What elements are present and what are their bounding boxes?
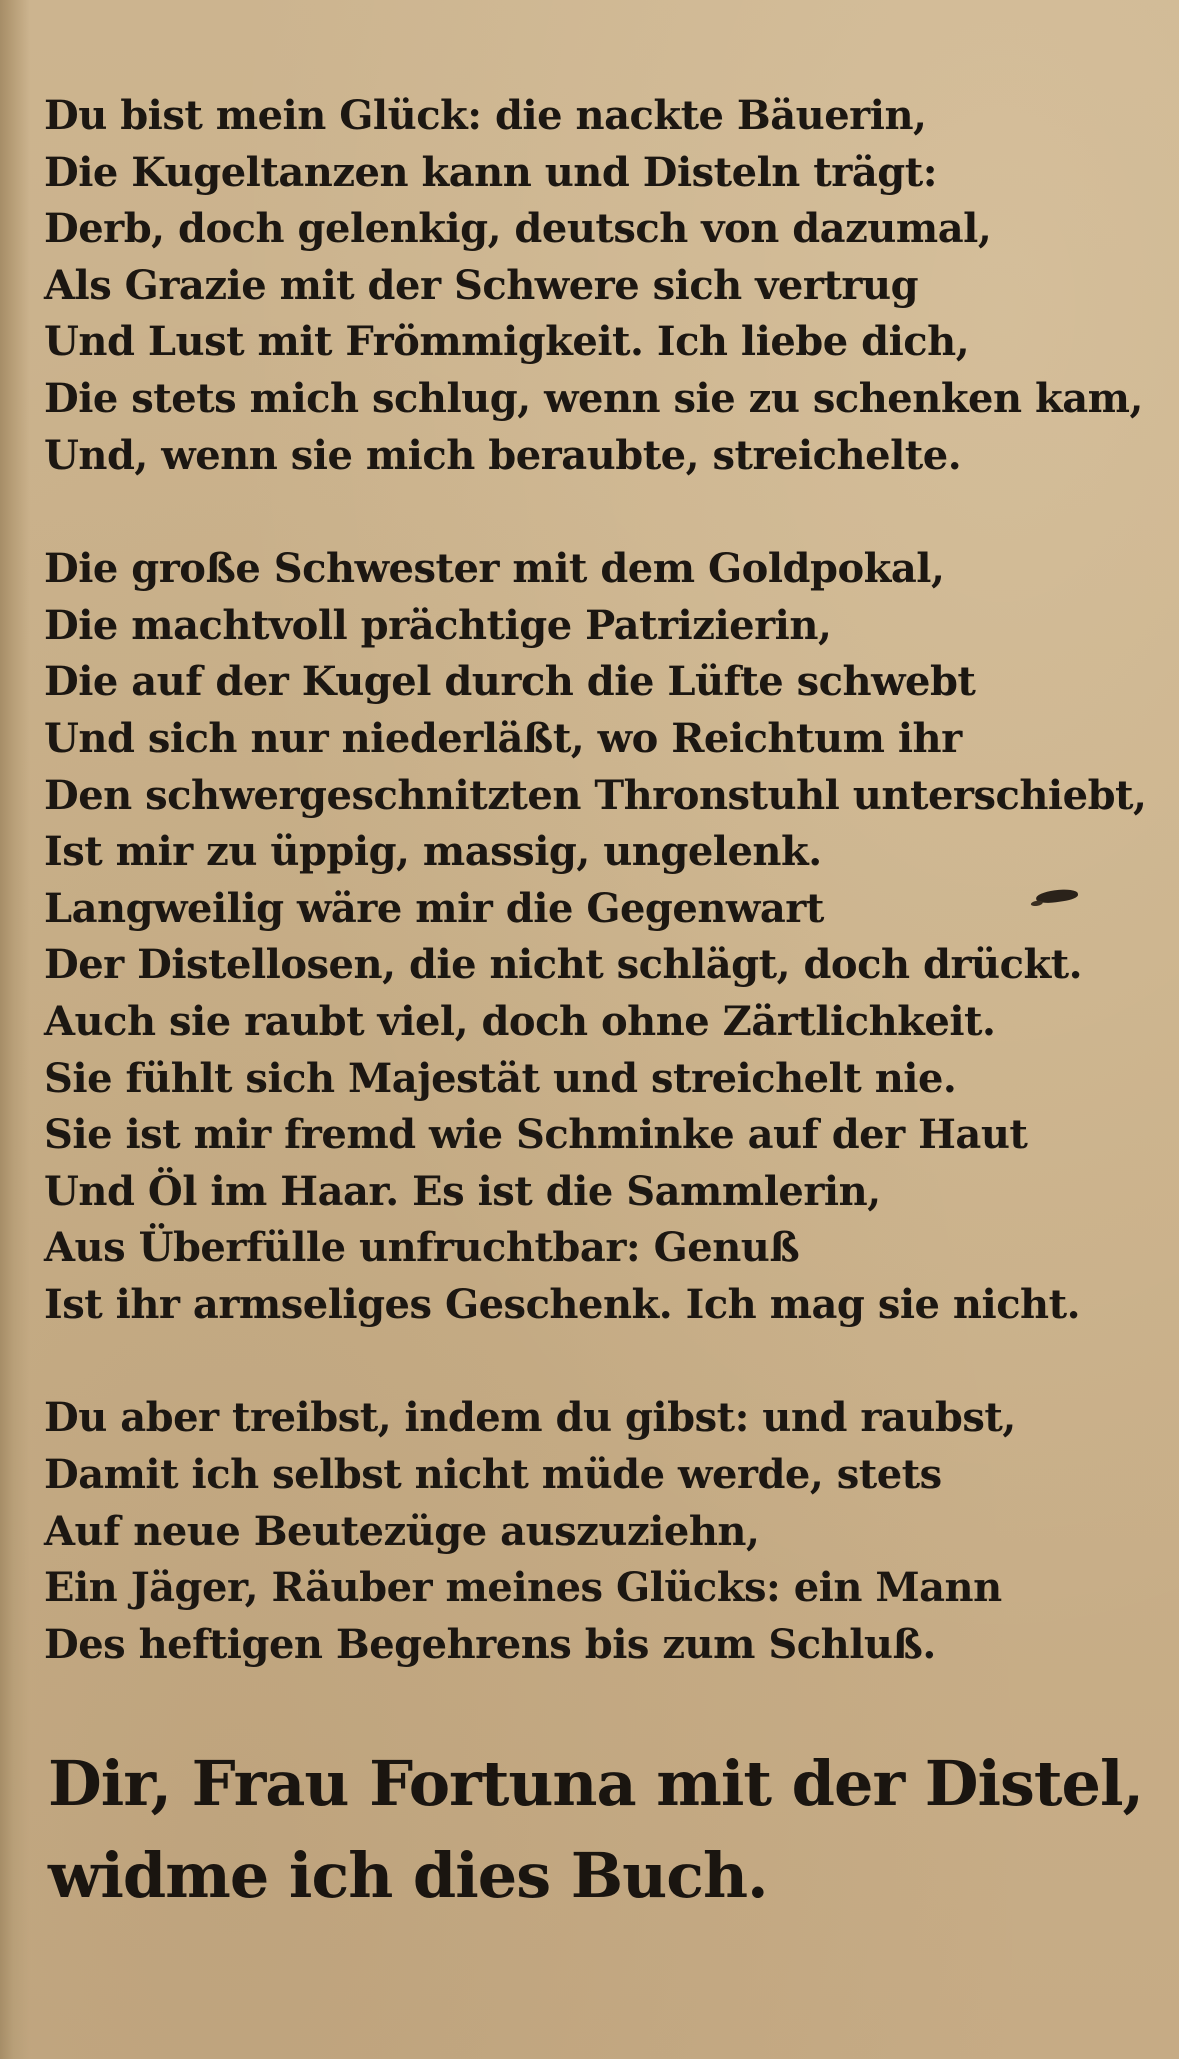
- poem-line: Damit ich selbst nicht müde werde, stets: [44, 1451, 942, 1499]
- dedication: [48, 1738, 1144, 1922]
- poem-line: Sie fühlt sich Majestät und streichelt nie.: [44, 1054, 957, 1102]
- poem-line: Die stets mich schlug, wenn sie zu schenken kam,: [44, 374, 1143, 422]
- poem-line: Derb, doch gelenkig, deutsch von dazumal,: [44, 205, 992, 253]
- poem-line: Ein Jäger, Räuber meines Glücks: ein Mann: [44, 1564, 1002, 1612]
- dedication-line: widme ich dies Buch.: [48, 1839, 768, 1912]
- poem-line: Des heftigen Begehrens bis zum Schluß.: [44, 1620, 936, 1668]
- poem-line: Ist mir zu üppig, massig, ungelenk.: [44, 828, 822, 876]
- poem-line: Den schwergeschnitzten Thronstuhl unterschiebt,: [44, 771, 1147, 819]
- poem-line: Die große Schwester mit dem Goldpokal,: [44, 545, 945, 593]
- poem-line: Die auf der Kugel durch die Lüfte schwebt: [44, 658, 976, 706]
- page-binding-edge: [0, 0, 30, 2059]
- poem-line: Langweilig wäre mir die Gegenwart: [44, 884, 824, 932]
- poem-line: Und sich nur niederläßt, wo Reichtum ihr: [44, 714, 962, 762]
- poem-line: Du aber treibst, indem du gibst: und raubst,: [44, 1394, 1016, 1442]
- poem-line: Auf neue Beutezüge auszuziehn,: [44, 1507, 760, 1555]
- poem-line: Die machtvoll prächtige Patrizierin,: [44, 601, 832, 649]
- stanza-1: [44, 88, 1143, 484]
- stanza-3: [44, 1390, 1104, 1673]
- poem-line: Und, wenn sie mich beraubte, streichelte.: [44, 431, 962, 479]
- poem-line: Als Grazie mit der Schwere sich vertrug: [44, 261, 919, 309]
- poem-line: Ist ihr armseliges Geschenk. Ich mag sie nicht.: [44, 1280, 1081, 1328]
- poem-line: Auch sie raubt viel, doch ohne Zärtlichkeit.: [44, 997, 996, 1045]
- stanza-2: [44, 541, 1147, 1333]
- poem-line: Sie ist mir fremd wie Schminke auf der Haut: [44, 1111, 1028, 1159]
- poem-line: Die Kugeltanzen kann und Disteln trägt:: [44, 148, 937, 196]
- poem-line: Und Öl im Haar. Es ist die Sammlerin,: [44, 1167, 881, 1215]
- poem-line: Aus Überfülle unfruchtbar: Genuß: [44, 1224, 800, 1272]
- poem-line: Und Lust mit Frömmigkeit. Ich liebe dich,: [44, 318, 970, 366]
- poem-line: Der Distellosen, die nicht schlägt, doch drückt.: [44, 941, 1083, 989]
- dedication-line: Dir, Frau Fortuna mit der Distel,: [48, 1747, 1144, 1820]
- poem: [44, 88, 1147, 1673]
- poem-line: Du bist mein Glück: die nackte Bäuerin,: [44, 92, 927, 139]
